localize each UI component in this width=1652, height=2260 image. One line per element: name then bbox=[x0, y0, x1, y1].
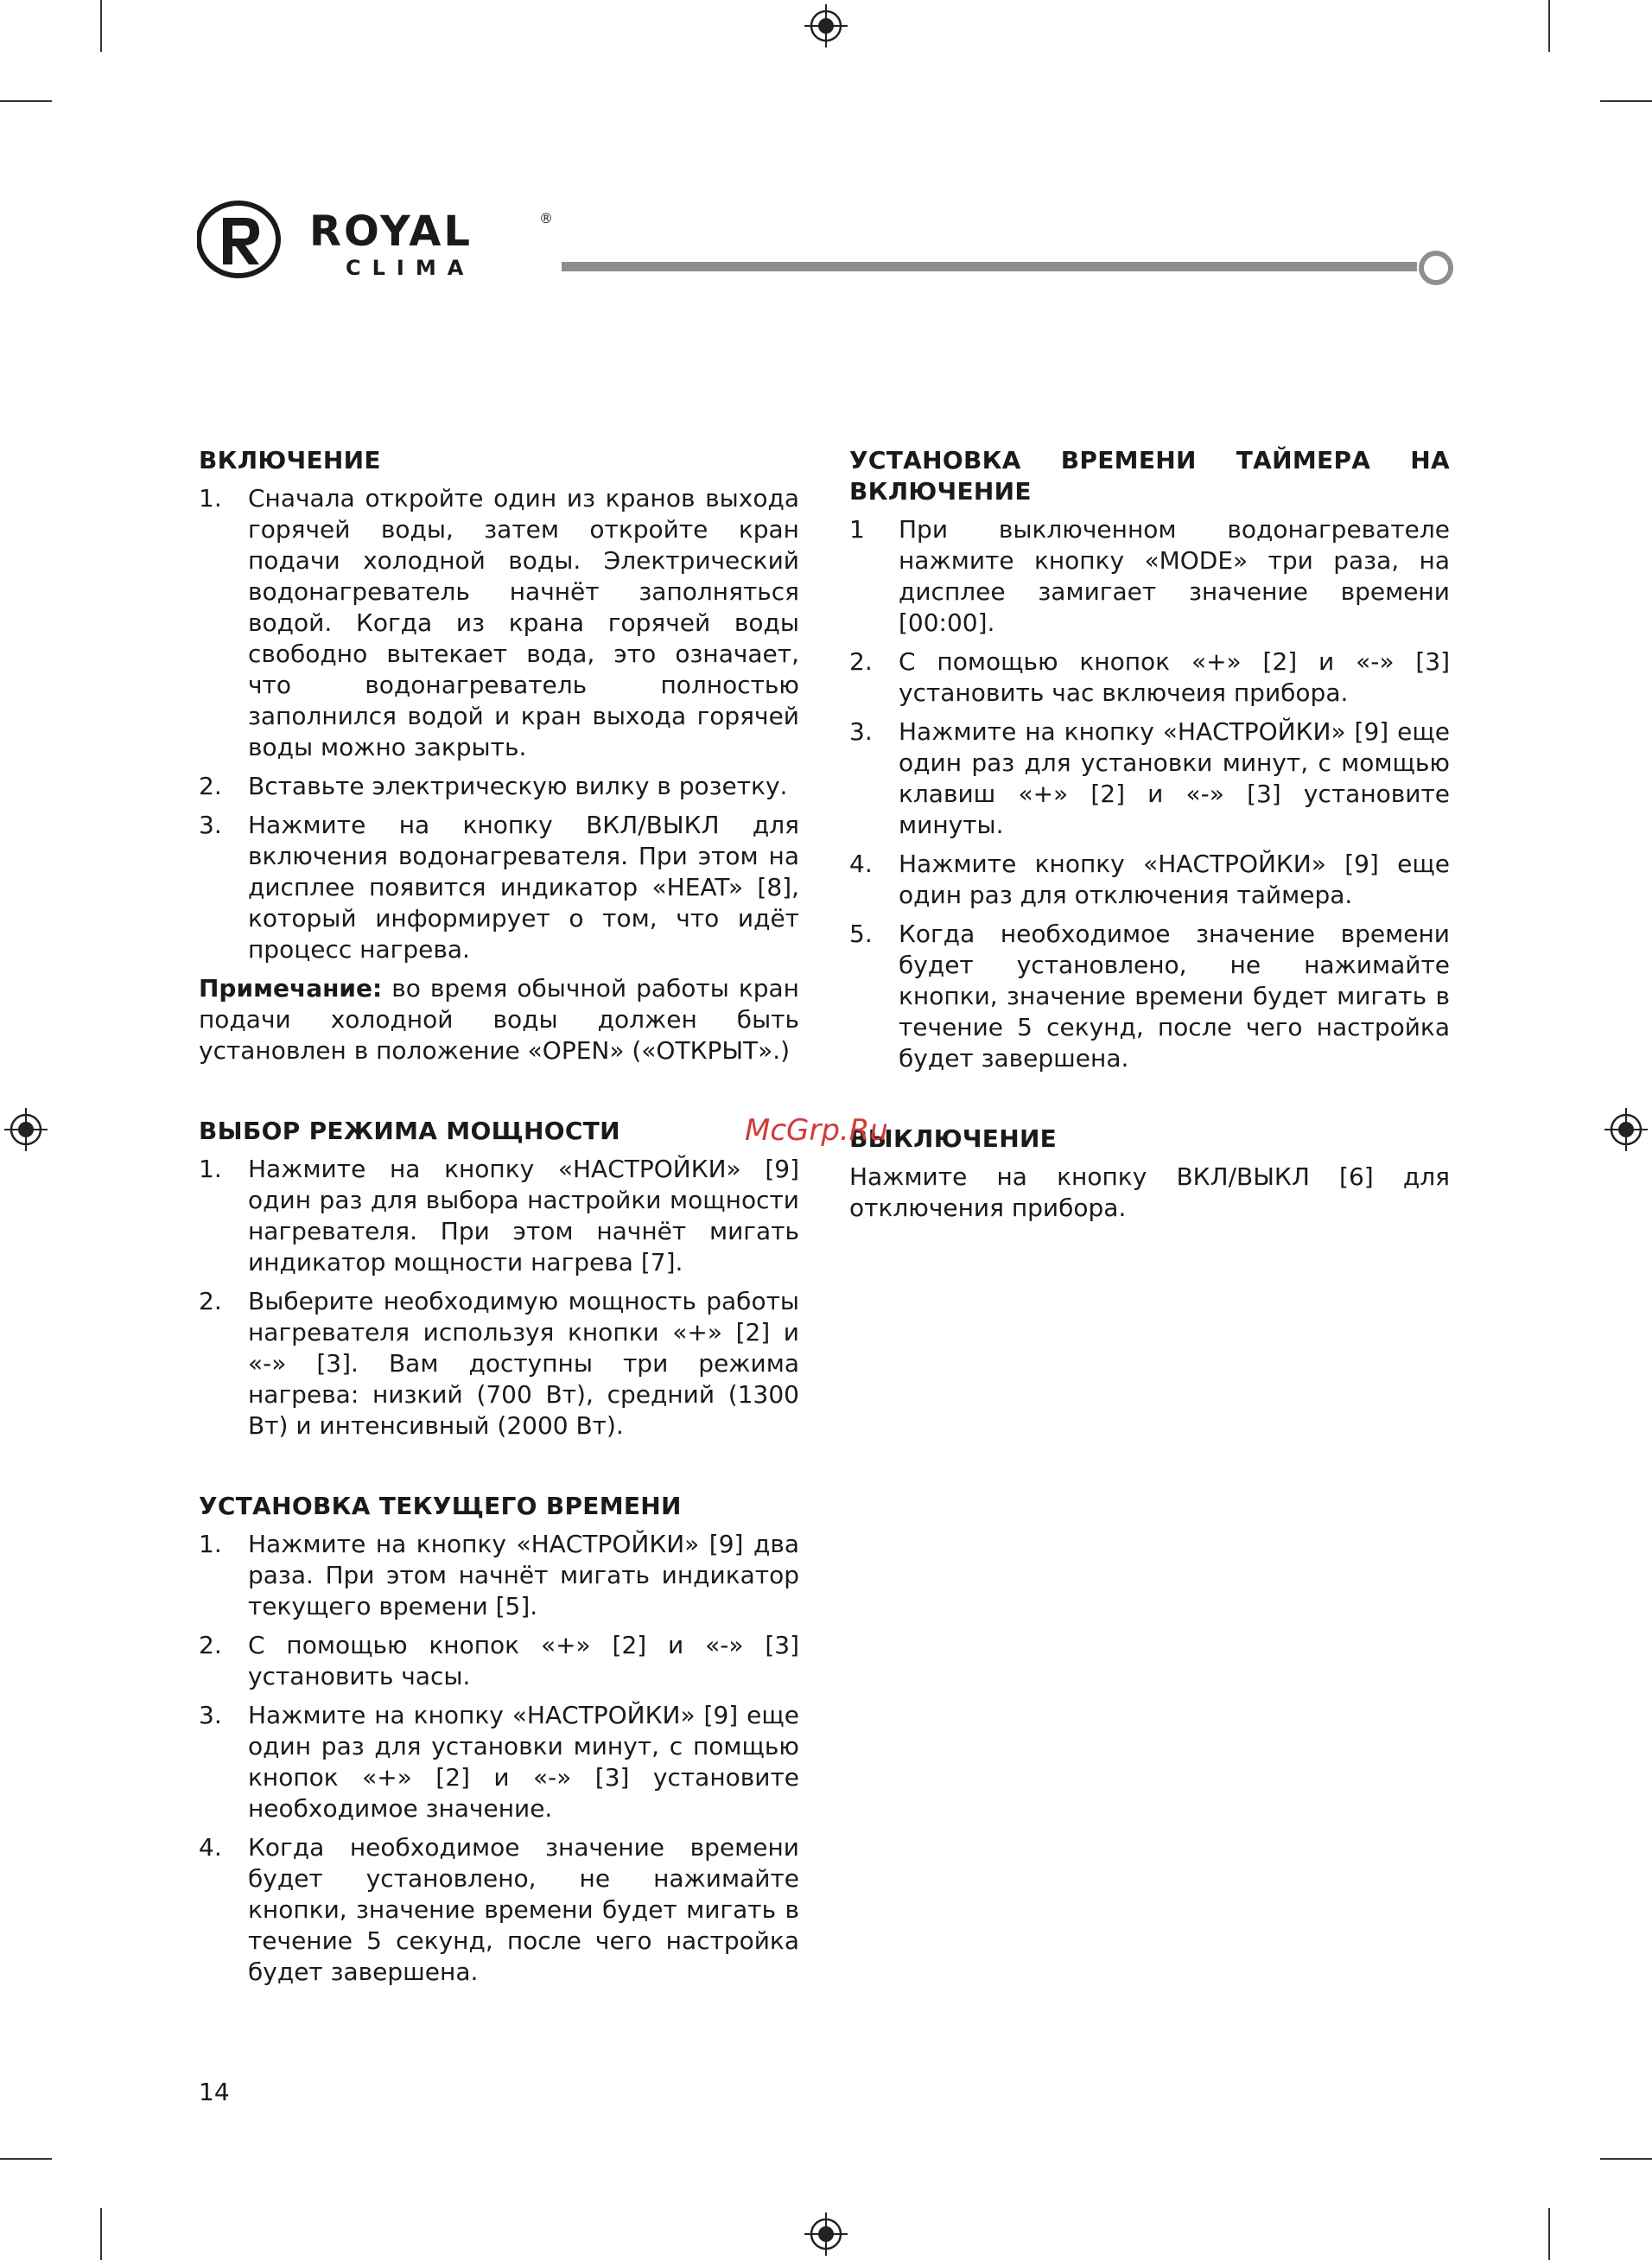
section-title: ВЫКЛЮЧЕНИЕ bbox=[849, 1124, 1058, 1153]
item-number: 5. bbox=[849, 920, 873, 948]
section-power-on bbox=[199, 445, 799, 1066]
section-title: ВЫБОР РЕЖИМА МОЩНОСТИ bbox=[199, 1117, 620, 1145]
watermark: McGrp.Ru bbox=[745, 1113, 888, 1148]
section-current-time bbox=[199, 1491, 799, 1988]
registration-mark-icon bbox=[1604, 1108, 1648, 1151]
instruction-list bbox=[199, 1154, 799, 1442]
section-timer-on bbox=[849, 445, 1450, 1074]
section-power-off bbox=[849, 1124, 1450, 1224]
item-text: Нажмите на кнопку «НАСТРОЙКИ» [9] еще один раз для установки минут, с момщью клавиш «+» [2] и «-» [3] установите минуты. bbox=[899, 717, 1450, 839]
item-number: 2. bbox=[199, 1287, 222, 1315]
crop-mark bbox=[100, 2208, 102, 2260]
instruction-list bbox=[849, 514, 1450, 1074]
list-item bbox=[199, 771, 799, 802]
list-item bbox=[199, 483, 799, 763]
crop-mark bbox=[1548, 0, 1550, 52]
item-text: С помощью кнопок «+» [2] и «-» [3] установить часы. bbox=[248, 1631, 799, 1690]
list-item bbox=[199, 1286, 799, 1442]
section-title: УСТАНОВКА ТЕКУЩЕГО ВРЕМЕНИ bbox=[199, 1492, 682, 1520]
list-item bbox=[849, 514, 1450, 639]
registration-mark-icon bbox=[804, 4, 848, 48]
item-text: Нажмите на кнопку «НАСТРОЙКИ» [9] еще один раз для установки минут, с помщью кнопок «+» [2] и «-» [3] установите необходимое значение. bbox=[248, 1701, 799, 1823]
list-item bbox=[199, 810, 799, 965]
item-number: 4. bbox=[199, 1833, 222, 1862]
item-text: Когда необходимое значение времени будет установлено, не нажимайте кнопки, значение времени будет мигать в течение 5 секунд, после чего настройка будет завершена. bbox=[899, 920, 1450, 1073]
list-item bbox=[199, 1529, 799, 1622]
list-item bbox=[849, 646, 1450, 709]
list-item bbox=[199, 1630, 799, 1692]
item-number: 2. bbox=[199, 772, 222, 800]
registration-mark-icon bbox=[4, 1108, 48, 1151]
crop-mark bbox=[0, 2158, 52, 2160]
brand-logo bbox=[197, 199, 560, 281]
section-paragraph: Нажмите на кнопку ВКЛ/ВЫКЛ [6] для отключения прибора. bbox=[849, 1162, 1450, 1222]
item-text: Нажмите на кнопку «НАСТРОЙКИ» [9] один раз для выбора настройки мощности нагревателя. При этом начнёт мигать индикатор мощности нагрева [7]. bbox=[248, 1155, 799, 1276]
right-column bbox=[849, 445, 1450, 1273]
item-number: 3. bbox=[199, 811, 222, 839]
crop-mark bbox=[1600, 2158, 1652, 2160]
item-text: При выключенном водонагревателе нажмите кнопку «MODE» три раза, на дисплее замигает значение времени [00:00]. bbox=[899, 515, 1450, 637]
list-item bbox=[199, 1700, 799, 1824]
section-power-mode bbox=[199, 1116, 799, 1442]
list-item bbox=[849, 716, 1450, 841]
item-number: 1. bbox=[199, 484, 222, 512]
item-text: Сначала откройте один из кранов выхода горячей воды, затем откройте кран подачи холодной воды. Электрический водонагреватель начнёт заполняться водой. Когда из крана горячей воды свободно вытекает вода, это означает, что водонагреватель полностью заполнился водой и кран выхода горячей воды можно закрыть. bbox=[248, 484, 799, 761]
crop-mark bbox=[1548, 2208, 1550, 2260]
page-number: 14 bbox=[199, 2078, 230, 2106]
note bbox=[199, 973, 799, 1066]
item-text: Вставьте электрическую вилку в розетку. bbox=[248, 772, 788, 800]
item-number: 2. bbox=[849, 647, 873, 676]
left-column bbox=[199, 445, 799, 2037]
list-item bbox=[199, 1154, 799, 1278]
section-title: УСТАНОВКА ВРЕМЕНИ ТАЙМЕРА НА ВКЛЮЧЕНИЕ bbox=[849, 446, 1450, 506]
item-text: Когда необходимое значение времени будет установлено, не нажимайте кнопки, значение времени будет мигать в течение 5 секунд, после чего настройка будет завершена. bbox=[248, 1833, 799, 1986]
crop-mark bbox=[1600, 100, 1652, 102]
item-text: Нажмите на кнопку «НАСТРОЙКИ» [9] два раза. При этом начнёт мигать индикатор текущего времени [5]. bbox=[248, 1530, 799, 1620]
item-number: 4. bbox=[849, 850, 873, 878]
item-number: 3. bbox=[199, 1701, 222, 1729]
list-item bbox=[849, 919, 1450, 1074]
crop-mark bbox=[0, 100, 52, 102]
instruction-list bbox=[199, 1529, 799, 1988]
item-number: 1 bbox=[849, 515, 865, 544]
item-number: 1. bbox=[199, 1155, 222, 1183]
note-text: во время обычной работы кран подачи холодной воды должен быть установлен в положение «OPEN» («ОТКРЫТ».) bbox=[199, 974, 799, 1065]
section-title: ВКЛЮЧЕНИЕ bbox=[199, 446, 381, 474]
crop-mark bbox=[100, 0, 102, 52]
item-text: Нажмите на кнопку ВКЛ/ВЫКЛ для включения водонагревателя. При этом на дисплее появится индикатор «HEAT» [8], который информирует о том, что идёт процесс нагрева. bbox=[248, 811, 799, 964]
item-text: С помощью кнопок «+» [2] и «-» [3] установить час включеия прибора. bbox=[899, 647, 1450, 707]
item-text: Выберите необходимую мощность работы нагревателя используя кнопки «+» [2] и «-» [3]. Вам доступны три режима нагрева: низкий (700 Вт), средний (1300 Вт) и интенсивный (2000 Вт). bbox=[248, 1287, 799, 1440]
item-number: 3. bbox=[849, 717, 873, 746]
registration-mark-icon bbox=[804, 2212, 848, 2256]
item-number: 1. bbox=[199, 1530, 222, 1558]
list-item bbox=[849, 849, 1450, 911]
brand-sub: CLIMA bbox=[346, 256, 475, 280]
note-label: Примечание: bbox=[199, 974, 383, 1003]
brand-name: ROYAL bbox=[309, 207, 473, 256]
instruction-list bbox=[199, 483, 799, 965]
header-rule-end-ring bbox=[1419, 251, 1453, 285]
item-text: Нажмите кнопку «НАСТРОЙКИ» [9] еще один раз для отключения таймера. bbox=[899, 850, 1450, 909]
item-number: 2. bbox=[199, 1631, 222, 1659]
registered-mark: ® bbox=[539, 210, 553, 226]
header-rule bbox=[562, 262, 1417, 271]
list-item bbox=[199, 1832, 799, 1988]
